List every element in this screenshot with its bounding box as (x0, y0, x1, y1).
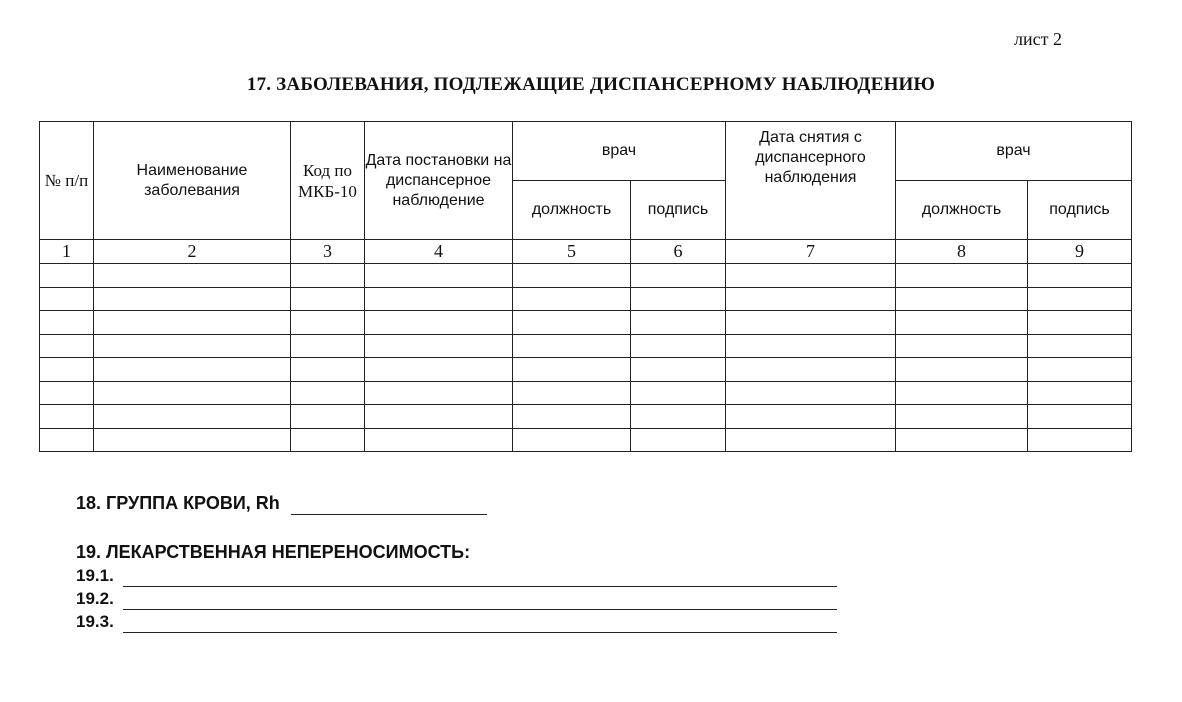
table-cell[interactable] (631, 334, 726, 358)
header-doctor-1: врач (513, 122, 726, 181)
column-number: 5 (513, 240, 631, 264)
header-doctor-2: врач (896, 122, 1132, 181)
header-disease-name: Наименование заболевания (94, 122, 291, 240)
table-cell[interactable] (94, 334, 291, 358)
table-row (40, 334, 1132, 358)
column-number: 1 (40, 240, 94, 264)
table-cell[interactable] (365, 264, 513, 288)
header-date-start: Дата постановки на диспансерное наблюдение (365, 122, 513, 240)
table-cell[interactable] (94, 381, 291, 405)
table-row (40, 311, 1132, 335)
column-number: 8 (896, 240, 1028, 264)
table-cell[interactable] (94, 358, 291, 382)
header-position-2: должность (896, 181, 1028, 240)
intolerance-item-label: 19.1. (76, 566, 114, 585)
table-cell[interactable] (291, 428, 365, 452)
intolerance-field-1[interactable] (123, 566, 837, 587)
table-cell[interactable] (94, 287, 291, 311)
table-cell[interactable] (513, 428, 631, 452)
table-cell[interactable] (1028, 428, 1132, 452)
table-cell[interactable] (726, 358, 896, 382)
section-18 (76, 493, 487, 515)
table-cell[interactable] (1028, 287, 1132, 311)
table-cell[interactable] (896, 405, 1028, 429)
table-cell[interactable] (1028, 311, 1132, 335)
blood-group-field[interactable] (291, 493, 487, 515)
table-cell[interactable] (291, 334, 365, 358)
table-cell[interactable] (94, 311, 291, 335)
table-row (40, 287, 1132, 311)
table-cell[interactable] (726, 311, 896, 335)
intolerance-item-label: 19.2. (76, 589, 114, 608)
section-17-title: 17. ЗАБОЛЕВАНИЯ, ПОДЛЕЖАЩИЕ ДИСПАНСЕРНОМУ НАБЛЮДЕНИЮ (246, 74, 936, 95)
column-number: 7 (726, 240, 896, 264)
intolerance-field-2[interactable] (123, 589, 837, 610)
table-cell[interactable] (513, 405, 631, 429)
table-cell[interactable] (291, 264, 365, 288)
table-cell[interactable] (40, 428, 94, 452)
column-number: 9 (1028, 240, 1132, 264)
table-cell[interactable] (896, 381, 1028, 405)
table-cell[interactable] (40, 334, 94, 358)
table-row (40, 405, 1132, 429)
table-cell[interactable] (513, 381, 631, 405)
table-cell[interactable] (1028, 334, 1132, 358)
table-cell[interactable] (896, 358, 1028, 382)
header-signature-2: подпись (1028, 181, 1132, 240)
column-number: 2 (94, 240, 291, 264)
column-number: 6 (631, 240, 726, 264)
header-position-1: должность (513, 181, 631, 240)
table-cell[interactable] (896, 264, 1028, 288)
column-number: 4 (365, 240, 513, 264)
table-cell[interactable] (365, 358, 513, 382)
intolerance-item-label: 19.3. (76, 612, 114, 631)
table-cell[interactable] (1028, 358, 1132, 382)
table-cell[interactable] (631, 358, 726, 382)
section-19-title: 19. ЛЕКАРСТВЕННАЯ НЕПЕРЕНОСИМОСТЬ: (76, 542, 471, 562)
table-cell[interactable] (365, 287, 513, 311)
table-cell[interactable] (726, 381, 896, 405)
table-row (40, 428, 1132, 452)
intolerance-field-3[interactable] (123, 612, 837, 633)
table-cell[interactable] (631, 287, 726, 311)
table-row (40, 381, 1132, 405)
table-cell[interactable] (513, 264, 631, 288)
table-cell[interactable] (631, 381, 726, 405)
table-cell[interactable] (291, 405, 365, 429)
table-cell[interactable] (726, 405, 896, 429)
table-cell[interactable] (291, 311, 365, 335)
table-cell[interactable] (1028, 264, 1132, 288)
header-icd-code: Код по МКБ-10 (291, 122, 365, 240)
table-cell[interactable] (513, 311, 631, 335)
column-number: 3 (291, 240, 365, 264)
table-cell[interactable] (513, 287, 631, 311)
table-cell[interactable] (40, 264, 94, 288)
header-date-end: Дата снятия с диспансерного наблюдения (726, 122, 896, 240)
table-cell[interactable] (1028, 405, 1132, 429)
table-cell[interactable] (94, 405, 291, 429)
table-cell[interactable] (40, 287, 94, 311)
intolerance-item-2 (76, 589, 837, 610)
blood-group-label: 18. ГРУППА КРОВИ, Rh (76, 493, 280, 513)
table-cell[interactable] (365, 428, 513, 452)
intolerance-item-3 (76, 612, 837, 633)
table-cell[interactable] (513, 334, 631, 358)
table-cell[interactable] (291, 381, 365, 405)
table-cell[interactable] (896, 428, 1028, 452)
table-cell[interactable] (94, 264, 291, 288)
intolerance-item-1 (76, 566, 837, 587)
table-cell[interactable] (40, 405, 94, 429)
table-cell[interactable] (291, 287, 365, 311)
table-cell[interactable] (513, 358, 631, 382)
table-cell[interactable] (896, 311, 1028, 335)
dispensary-table (39, 121, 1132, 452)
table-cell[interactable] (631, 405, 726, 429)
table-cell[interactable] (896, 334, 1028, 358)
table-cell[interactable] (631, 428, 726, 452)
table-row (40, 358, 1132, 382)
table-cell[interactable] (1028, 381, 1132, 405)
table-cell[interactable] (365, 381, 513, 405)
table-cell[interactable] (365, 405, 513, 429)
table-cell[interactable] (94, 428, 291, 452)
sheet-number: лист 2 (1014, 29, 1062, 49)
table-cell[interactable] (896, 287, 1028, 311)
table-cell[interactable] (40, 381, 94, 405)
header-signature-1: подпись (631, 181, 726, 240)
table-cell[interactable] (291, 358, 365, 382)
table-cell[interactable] (365, 334, 513, 358)
table-cell[interactable] (726, 428, 896, 452)
column-number-row (40, 240, 1132, 264)
table-row (40, 264, 1132, 288)
table-cell[interactable] (726, 264, 896, 288)
header-num: № п/п (40, 122, 94, 240)
table-cell[interactable] (726, 287, 896, 311)
table-cell[interactable] (40, 358, 94, 382)
table-cell[interactable] (40, 311, 94, 335)
table-cell[interactable] (365, 311, 513, 335)
table-cell[interactable] (726, 334, 896, 358)
table-cell[interactable] (631, 264, 726, 288)
table-cell[interactable] (631, 311, 726, 335)
